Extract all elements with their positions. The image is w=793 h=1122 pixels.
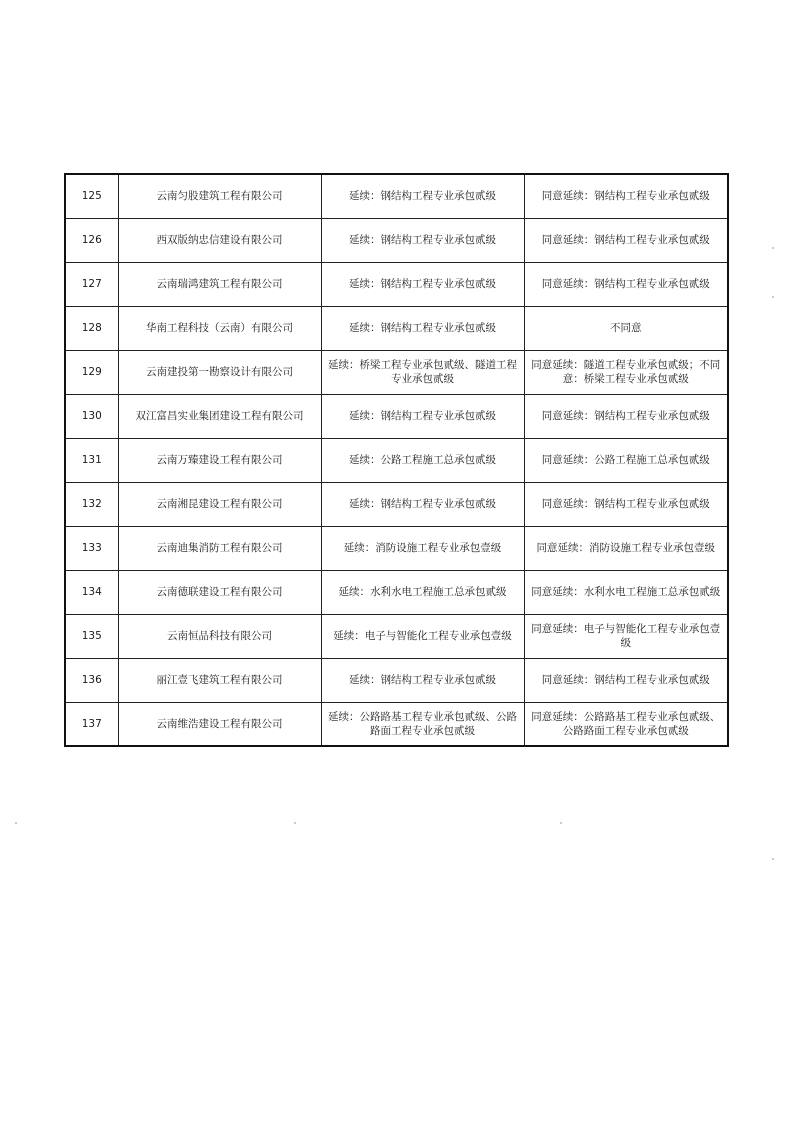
table-row <box>65 218 728 262</box>
approval-result: 不同意 <box>524 306 728 350</box>
scan-speck <box>772 858 774 860</box>
application-content: 延续：钢结构工程专业承包贰级 <box>321 482 524 526</box>
application-content: 延续：公路工程施工总承包贰级 <box>321 438 524 482</box>
company-name: 云南维浩建设工程有限公司 <box>118 702 321 746</box>
row-number: 126 <box>65 218 118 262</box>
approval-result: 同意延续：公路工程施工总承包贰级 <box>524 438 728 482</box>
row-number: 132 <box>65 482 118 526</box>
scan-speck <box>772 296 774 298</box>
row-number: 130 <box>65 394 118 438</box>
scan-speck <box>15 822 17 824</box>
application-content: 延续：消防设施工程专业承包壹级 <box>321 526 524 570</box>
approval-result: 同意延续：钢结构工程专业承包贰级 <box>524 262 728 306</box>
row-number: 125 <box>65 174 118 218</box>
application-content: 延续：钢结构工程专业承包贰级 <box>321 262 524 306</box>
table-row <box>65 614 728 658</box>
approval-result: 同意延续：钢结构工程专业承包贰级 <box>524 218 728 262</box>
application-content: 延续：钢结构工程专业承包贰级 <box>321 658 524 702</box>
row-number: 131 <box>65 438 118 482</box>
company-name: 云南德联建设工程有限公司 <box>118 570 321 614</box>
company-name: 云南建投第一勘察设计有限公司 <box>118 350 321 394</box>
company-name: 双江富昌实业集团建设工程有限公司 <box>118 394 321 438</box>
approval-result: 同意延续：公路路基工程专业承包贰级、公路路面工程专业承包贰级 <box>524 702 728 746</box>
table-body <box>65 174 728 746</box>
application-content: 延续：桥梁工程专业承包贰级、隧道工程专业承包贰级 <box>321 350 524 394</box>
table-row <box>65 482 728 526</box>
approval-result: 同意延续：钢结构工程专业承包贰级 <box>524 174 728 218</box>
application-content: 延续：钢结构工程专业承包贰级 <box>321 218 524 262</box>
table-row <box>65 702 728 746</box>
approval-result: 同意延续：隧道工程专业承包贰级；不同意：桥梁工程专业承包贰级 <box>524 350 728 394</box>
approval-result: 同意延续：钢结构工程专业承包贰级 <box>524 482 728 526</box>
row-number: 128 <box>65 306 118 350</box>
application-content: 延续：钢结构工程专业承包贰级 <box>321 306 524 350</box>
table-row <box>65 306 728 350</box>
table-row <box>65 658 728 702</box>
company-name: 云南恒品科技有限公司 <box>118 614 321 658</box>
scan-speck <box>294 822 296 824</box>
approval-result: 同意延续：水利水电工程施工总承包贰级 <box>524 570 728 614</box>
company-name: 云南万臻建设工程有限公司 <box>118 438 321 482</box>
row-number: 133 <box>65 526 118 570</box>
application-content: 延续：水利水电工程施工总承包贰级 <box>321 570 524 614</box>
scan-speck <box>772 247 774 249</box>
row-number: 137 <box>65 702 118 746</box>
company-name: 丽江壹飞建筑工程有限公司 <box>118 658 321 702</box>
row-number: 127 <box>65 262 118 306</box>
company-name: 云南匀股建筑工程有限公司 <box>118 174 321 218</box>
row-number: 136 <box>65 658 118 702</box>
application-content: 延续：电子与智能化工程专业承包壹级 <box>321 614 524 658</box>
company-name: 云南迪集消防工程有限公司 <box>118 526 321 570</box>
approval-result: 同意延续：钢结构工程专业承包贰级 <box>524 658 728 702</box>
row-number: 135 <box>65 614 118 658</box>
table-row <box>65 394 728 438</box>
approval-result: 同意延续：消防设施工程专业承包壹级 <box>524 526 728 570</box>
approval-result: 同意延续：电子与智能化工程专业承包壹级 <box>524 614 728 658</box>
application-content: 延续：钢结构工程专业承包贰级 <box>321 394 524 438</box>
table-row <box>65 174 728 218</box>
company-name: 云南湘昆建设工程有限公司 <box>118 482 321 526</box>
qualification-table <box>64 173 729 747</box>
row-number: 129 <box>65 350 118 394</box>
application-content: 延续：公路路基工程专业承包贰级、公路路面工程专业承包贰级 <box>321 702 524 746</box>
approval-result: 同意延续：钢结构工程专业承包贰级 <box>524 394 728 438</box>
table-row <box>65 262 728 306</box>
table-row <box>65 350 728 394</box>
scan-speck <box>560 822 562 824</box>
company-name: 华南工程科技（云南）有限公司 <box>118 306 321 350</box>
application-content: 延续：钢结构工程专业承包贰级 <box>321 174 524 218</box>
table-row <box>65 526 728 570</box>
company-name: 西双版纳忠信建设有限公司 <box>118 218 321 262</box>
table-row <box>65 438 728 482</box>
company-name: 云南瑞鸿建筑工程有限公司 <box>118 262 321 306</box>
row-number: 134 <box>65 570 118 614</box>
table-row <box>65 570 728 614</box>
